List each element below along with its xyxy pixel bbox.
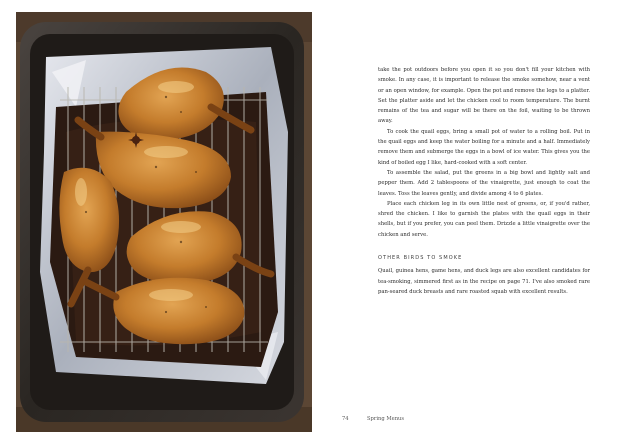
body-paragraph: take the pot outdoors before you open it so you don't fill your kitchen with smoke. In any case, it is important to release the smoke somehow, near a vent or an open window, for example. Open the pot and remove the legs to a platter. Set the platter aside and let the chicken cool to room temperature. The burnt remains of the tea and sugar will be there on the foil, waiting to be thrown away. — [378, 67, 590, 125]
roasted-chicken-photo — [16, 12, 312, 432]
section-heading: OTHER BIRDS TO SMOKE — [378, 255, 463, 262]
section-body: Quail, guinea hens, game hens, and duck legs are also excellent candidates for tea-smoking, simmered first as in the recipe on page 71. I've also smoked rare pan-seared duck breasts and rare roasted squab with excellent results. — [378, 268, 590, 295]
running-title: Spring Menus — [367, 416, 405, 422]
recipe-text-column — [378, 65, 590, 297]
chicken-leg — [59, 168, 119, 272]
body-paragraph: Place each chicken leg in its own little nest of greens, or, if you'd rather, shred the chicken. I like to garnish the plates with the quail eggs in their shells, but if you prefer, you can peel them. Drizzle a little vinaigrette over the chicken and serve. — [378, 200, 590, 238]
body-paragraph: To assemble the salad, put the greens in a big bowl and lightly salt and pepper them. Add 2 tablespoons of the vinaigrette, just enough to coat the leaves. Toss the leaves gently, and divide among 4 to 6 plates. — [378, 169, 590, 197]
photo-illustration — [16, 12, 312, 432]
page-number: 74 — [342, 416, 349, 422]
body-paragraph: To cook the quail eggs, bring a small pot of water to a rolling boil. Put in the quail eggs and keep the water boiling for a minute and a half. Immediately remove them and submerge the eggs in a bowl of ice water. This gives you the kind of boiled egg I like, hard-cooked with a soft center. — [378, 128, 590, 166]
